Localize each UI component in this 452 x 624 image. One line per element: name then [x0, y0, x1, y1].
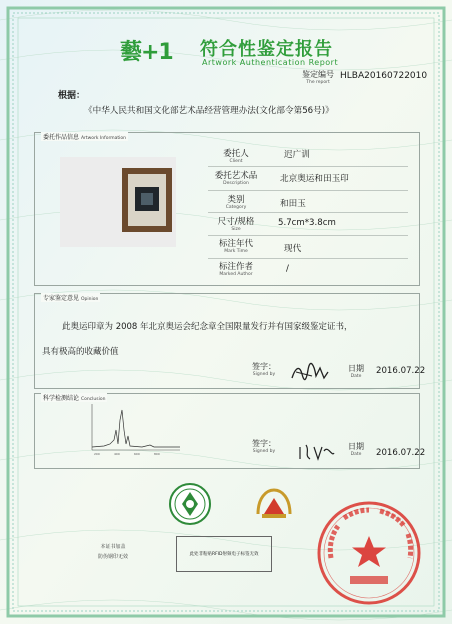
rfid-tag-box: 此处非粘贴RFID射频电子标签无效	[176, 536, 272, 572]
report-number-value: HLBA20160722010	[340, 71, 428, 81]
association-emblem-green	[168, 482, 212, 526]
basis-label: 根据：	[58, 91, 86, 101]
detection-spectrum-chart	[88, 400, 184, 456]
svg-text:200: 200	[94, 452, 100, 456]
report-number-label: 鉴定编号 The report	[302, 70, 334, 85]
field-label-description: 委托艺术品 Description	[214, 171, 258, 186]
artwork-photo	[60, 157, 176, 247]
field-label-client: 委托人 Client	[223, 149, 249, 164]
brand-logo	[120, 33, 339, 73]
opinion-signature	[290, 362, 330, 384]
svg-text:400: 400	[114, 452, 120, 456]
opinion-title: 专家鉴定意见 Opinion	[43, 295, 99, 302]
conclusion-title: 科学检测结论 Conclusion	[43, 395, 106, 402]
association-emblem-gold	[254, 484, 294, 524]
conclusion-date-value: 2016.07.22	[376, 448, 426, 458]
field-value-size: 5.7cm*3.8cm	[278, 218, 336, 228]
field-label-category: 类别 Category	[225, 195, 247, 210]
field-value-marked-author: /	[286, 264, 289, 274]
anti-counterfeit-note: 本证书加盖 防伪钢印无效	[97, 544, 128, 560]
official-red-seal	[316, 500, 422, 606]
field-value-client: 迟广训	[284, 150, 310, 160]
field-value-mark-time: 现代	[284, 244, 302, 254]
report-title: 符合性鉴定报告	[200, 39, 333, 60]
field-value-category: 和田玉	[280, 199, 306, 209]
opinion-signed-label: 签字： Signed by	[252, 362, 276, 377]
svg-text:800: 800	[154, 452, 160, 456]
svg-text:600: 600	[134, 452, 140, 456]
field-label-mark-time: 标注年代 Mark Time	[218, 239, 253, 254]
conclusion-signature	[296, 441, 336, 463]
conclusion-date-label: 日期 Date	[348, 442, 364, 457]
opinion-date-label: 日期 Date	[348, 364, 364, 379]
brand-mark: 藝+1	[120, 40, 173, 65]
artwork-info-title: 委托作品信息 Artwork Information	[43, 134, 126, 141]
opinion-date-value: 2016.07.22	[376, 366, 426, 376]
report-subtitle: Artwork Authentication Report	[202, 58, 339, 67]
field-label-marked-author: 标注作者 Marked Author	[218, 262, 253, 277]
opinion-text-line2: 具有极高的收藏价值	[42, 347, 119, 357]
artwork-frame	[122, 168, 172, 232]
opinion-text-line1: 此奥运印章为 2008 年北京奥运会纪念章全国限量发行并有国家级鉴定证书，	[62, 322, 353, 332]
conclusion-signed-label: 签字： Signed by	[252, 439, 276, 454]
field-value-description: 北京奥运和田玉印	[280, 174, 349, 184]
basis-text: 《中华人民共和国文化部艺术品经营管理办法(文化部令第56号)》	[84, 106, 334, 116]
field-label-size: 尺寸/规格 Size	[217, 217, 255, 232]
